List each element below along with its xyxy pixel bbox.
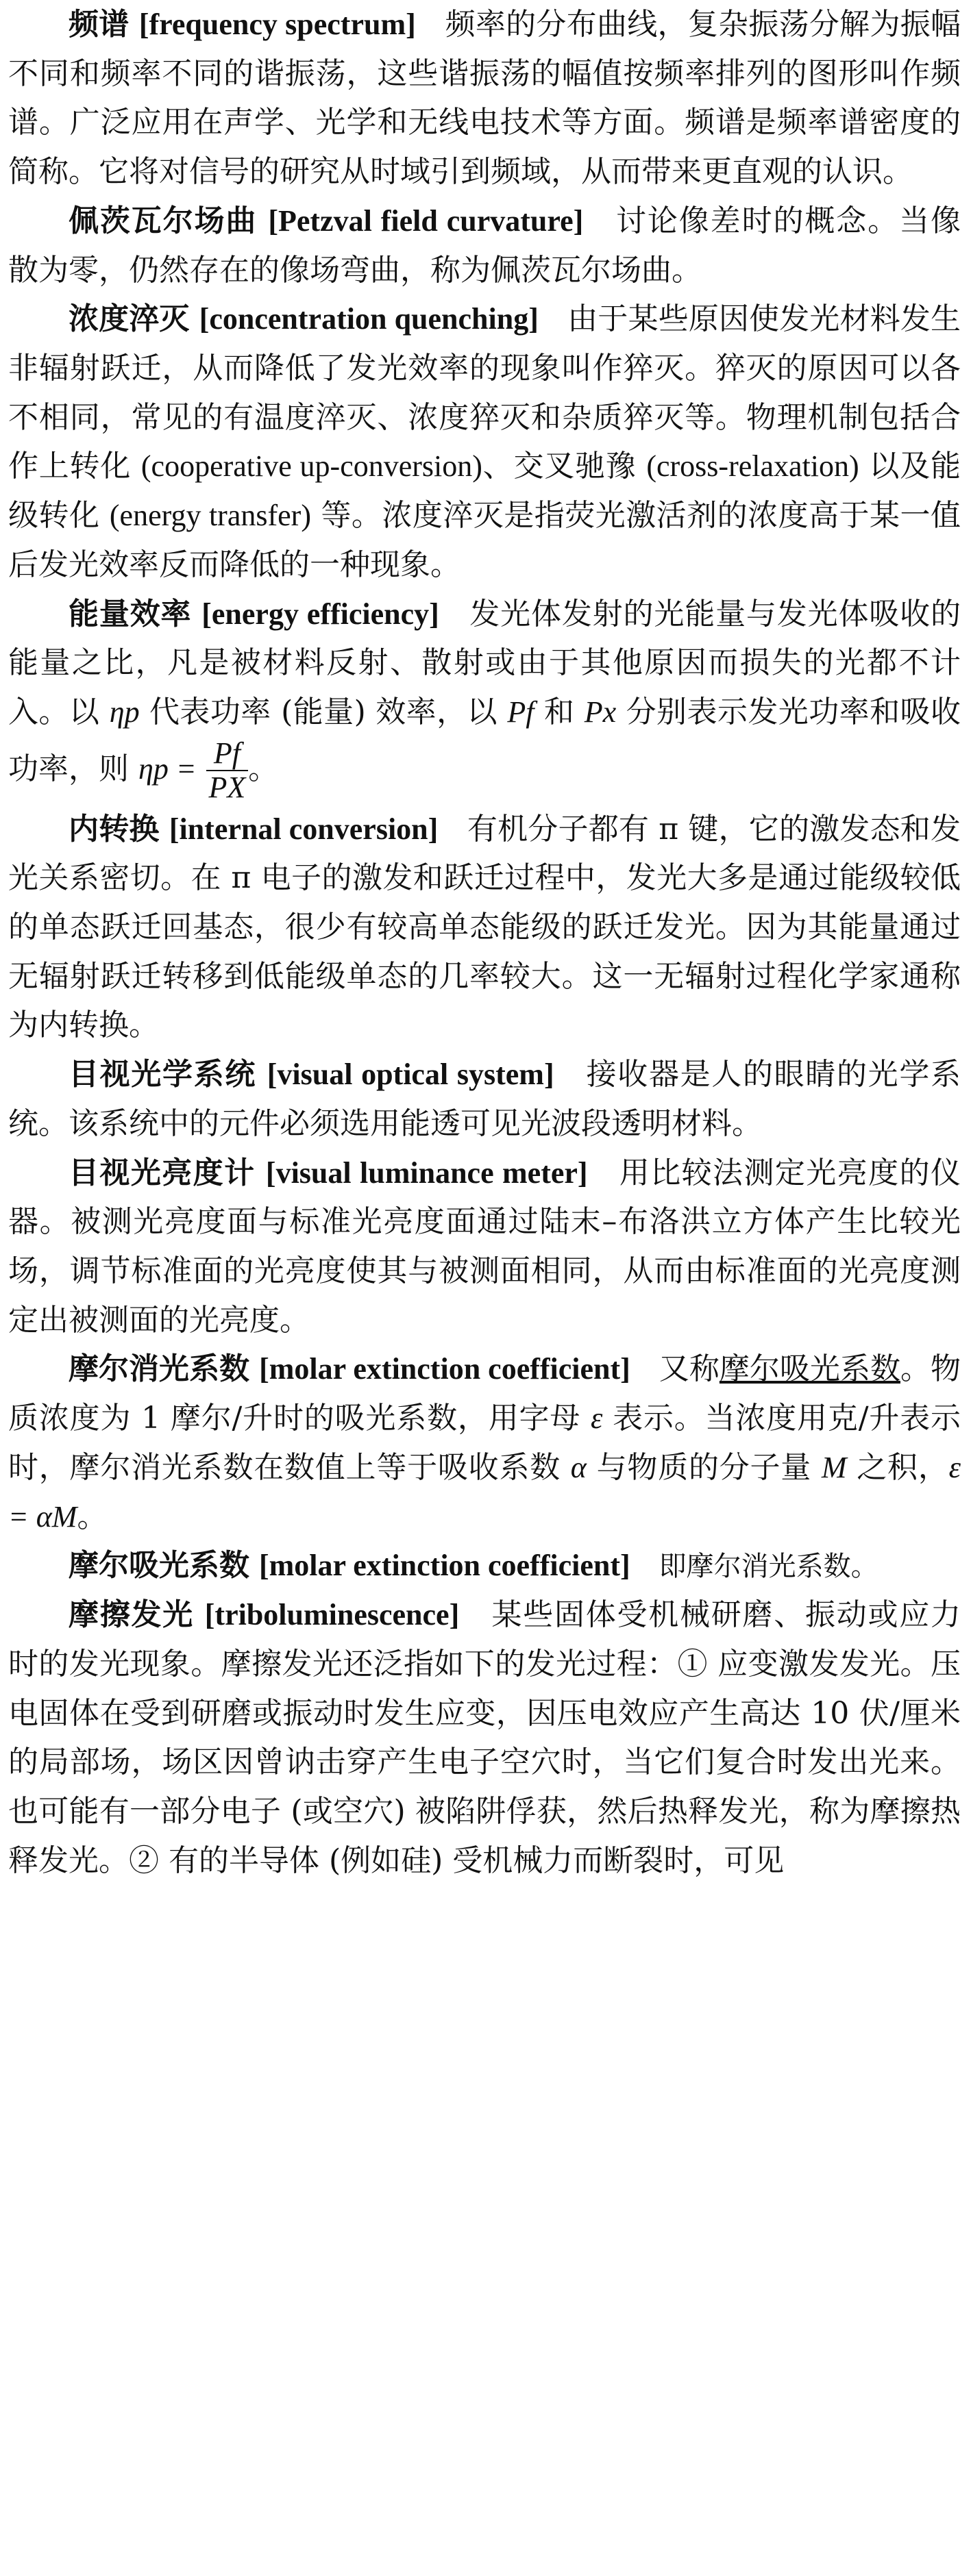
entry-english: [visual luminance meter] [265, 1155, 588, 1190]
math-symbol: ηp [109, 695, 140, 729]
entry-visual-optical-system [8, 1050, 961, 1148]
entry-definition: 发光体发射的光能量与发光体吸收的能量之比，凡是被材料反射、散射或由于其他原因而损失的光都不计入。以 [8, 596, 961, 730]
entry-english: [energy efficiency] [201, 597, 439, 631]
entry-definition: 有机分子都有 π 键，它的激发态和发光关系密切。在 π 电子的激发和跃迁过程中，发光大多是通过能级较低的单态跃迁回基态，很少有较高单态能级的跃迁发光。因为其能量通过无辐射跃迁转移到低能级单态的几率较大。这一无辐射过程化学家通称为内转换。 [8, 811, 961, 1043]
entry-definition: 与物质的分子量 [596, 1449, 812, 1485]
fraction [206, 737, 249, 805]
entry-english: [molar extinction coefficient] [259, 1352, 630, 1386]
entry-term: 频谱 [69, 7, 130, 42]
entry-internal-conversion [8, 805, 961, 1051]
cross-reference-link[interactable]: 摩尔吸光系数 [719, 1351, 900, 1387]
entry-visual-luminance-meter [8, 1149, 961, 1345]
entry-term: 摩擦发光 [69, 1597, 195, 1633]
english-term: (cross-relaxation) [646, 449, 859, 484]
entry-definition: 接收器是人的眼睛的光学系统。该系统中的元件必须选用能透可见光波段透明材料。 [8, 1057, 961, 1141]
equation-lhs: ηp = [138, 751, 197, 786]
entry-english: [molar extinction coefficient] [259, 1549, 630, 1583]
entry-term: 摩尔消光系数 [69, 1351, 250, 1387]
math-symbol: Px [584, 695, 617, 729]
entry-english: [visual optical system] [267, 1058, 554, 1092]
entry-definition: 。 [248, 751, 279, 786]
entry-term: 摩尔吸光系数 [69, 1548, 249, 1584]
entry-triboluminescence [8, 1590, 961, 1885]
entry-frequency-spectrum [8, 0, 961, 197]
entry-energy-efficiency [8, 590, 961, 805]
math-symbol: α [570, 1450, 587, 1484]
entry-term: 佩茨瓦尔场曲 [69, 203, 258, 238]
entry-definition: 分别表示发光功率和吸收功率，则 [8, 695, 961, 786]
english-term: (energy transfer) [109, 499, 311, 533]
entry-definition: 、交叉驰豫 [482, 449, 637, 484]
entry-term: 能量效率 [69, 596, 192, 632]
entry-english: [triboluminescence] [204, 1598, 460, 1632]
entry-term: 内转换 [69, 811, 160, 847]
entry-definition: 以及能级转化 [8, 449, 961, 534]
entry-term: 目视光学系统 [69, 1057, 257, 1092]
entry-definition: 之积， [857, 1449, 949, 1485]
entry-definition: 即摩尔消光系数。 [659, 1551, 878, 1583]
entry-english: [internal conversion] [169, 812, 439, 846]
entry-definition: 。 [77, 1499, 108, 1534]
entry-definition: 由于某些原因使发光材料发生非辐射跃迁，从而降低了发光效率的现象叫作猝灭。猝灭的原因可以各不相同，常见的有温度淬灭、浓度猝灭和杂质猝灭等。物理机制包括合作上转化 [8, 301, 961, 484]
entry-definition: 代表功率 (能量) 效率，以 [149, 695, 497, 730]
entry-definition: 和 [543, 695, 575, 730]
entry-definition: 又称 [659, 1351, 720, 1387]
entry-definition: 用比较法测定光亮度的仪器。被测光亮度面与标准光亮度面通过陆末–布洛洪立方体产生比较光场，调节标准面的光亮度使其与被测面相同，从而由标准面的光亮度测定出被测面的光亮度。 [8, 1155, 961, 1338]
entry-term: 目视光亮度计 [69, 1155, 256, 1190]
entry-definition: 讨论像差时的概念。当像散为零，仍然存在的像场弯曲，称为佩茨瓦尔场曲。 [8, 203, 961, 288]
english-term: (cooperative up-conversion) [140, 449, 482, 484]
fraction-denominator: PX [208, 771, 246, 805]
fraction-numerator: Pf [206, 737, 249, 771]
entry-definition: 等。浓度淬灭是指荧光激活剂的浓度高于某一值后发光效率反而降低的一种现象。 [8, 498, 961, 582]
entry-english: [concentration quenching] [199, 302, 539, 336]
entry-concentration-quenching [8, 295, 961, 589]
entry-molar-absorption-coefficient [8, 1541, 961, 1590]
equation: ε = αM [8, 1450, 961, 1534]
entry-english: [Petzval field curvature] [268, 203, 584, 238]
math-symbol: ε [590, 1401, 603, 1436]
dictionary-page [8, 0, 961, 1885]
entry-definition: 某些固体受机械研磨、振动或应力时的发光现象。摩擦发光还泛指如下的发光过程：① 应变激发发光。压电固体在受到研磨或振动时发生应变，因压电效应产生高达 10 伏/厘米的局部场，场区因曾讷击穿产生电子空穴时，当它们复合时发出光来。也可能有一部分电子 (或空穴) 被陷阱俘获，然后热释发光，称为摩擦热释发光。② 有的半导体 (例如硅) 受机械力而断裂时，可见 [8, 1597, 961, 1878]
entry-petzval-field-curvature [8, 197, 961, 295]
entry-english: [frequency spectrum] [138, 8, 416, 41]
entry-molar-extinction-coefficient [8, 1345, 961, 1541]
entry-definition: 频率的分布曲线，复杂振荡分解为振幅不同和频率不同的谐振荡，这些谐振荡的幅值按频率排列的图形叫作频谱。广泛应用在声学、光学和无线电技术等方面。频谱是频率谱密度的简称。它将对信号的研究从时域引到频域，从而带来更直观的认识。 [8, 7, 961, 190]
math-symbol: Pf [507, 695, 534, 729]
math-symbol: M [821, 1450, 847, 1484]
entry-term: 浓度淬灭 [69, 301, 190, 337]
entry-definition: 。物质浓度为 1 摩尔/升时的吸光系数，用字母 [8, 1351, 961, 1436]
entry-definition: 表示。当浓度用克/升表示时，摩尔消光系数在数值上等于吸收系数 [8, 1401, 961, 1485]
